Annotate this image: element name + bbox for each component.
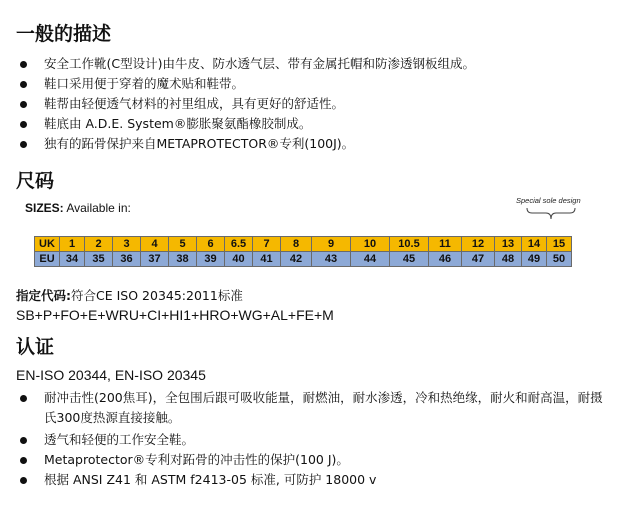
uk-size-cell: 11 — [429, 237, 462, 252]
spec-codes: SB+P+FO+E+WRU+CI+HI1+HRO+WG+AL+FE+M — [16, 307, 334, 323]
eu-size-row — [35, 252, 572, 267]
certification-item: 耐冲击性(200焦耳)，全包围后跟可吸收能量，耐燃油，耐水渗透，冷和热绝缘，耐火和耐高温，耐摄氏300度热源直接接触。 — [16, 388, 604, 428]
uk-size-cell: 6 — [197, 237, 225, 252]
sizes-available-label — [25, 201, 131, 215]
general-item: 鞋底由 A.D.E. System®膨胀聚氨酯橡胶制成。 — [16, 114, 475, 134]
certification-item: Metaprotector®专利对跖骨的冲击性的保护(100 J)。 — [16, 450, 604, 470]
eu-size-cell: 47 — [462, 252, 495, 267]
uk-size-cell: 12 — [462, 237, 495, 252]
uk-size-cell: 7 — [253, 237, 281, 252]
eu-size-cell: 41 — [253, 252, 281, 267]
eu-size-cell: 34 — [60, 252, 85, 267]
certification-list — [16, 388, 604, 490]
uk-size-cell: 1 — [60, 237, 85, 252]
uk-size-cell: 10 — [351, 237, 390, 252]
general-description-list — [16, 54, 475, 154]
spec-code-value: 符合CE ISO 20345:2011标准 — [71, 288, 243, 303]
uk-size-cell: 4 — [141, 237, 169, 252]
sizes-label-rest: Available in: — [63, 201, 131, 215]
special-sole-brace — [526, 207, 576, 221]
eu-size-cell: 50 — [547, 252, 572, 267]
uk-size-cell: 15 — [547, 237, 572, 252]
uk-size-cell: 13 — [495, 237, 522, 252]
eu-size-cell: 44 — [351, 252, 390, 267]
uk-size-cell: 5 — [169, 237, 197, 252]
eu-size-cell: 43 — [312, 252, 351, 267]
eu-size-cell: 48 — [495, 252, 522, 267]
eu-size-cell: 37 — [141, 252, 169, 267]
certification-item: 根据 ANSI Z41 和 ASTM f2413-05 标准, 可防护 18000 v — [16, 470, 604, 490]
uk-size-row — [35, 237, 572, 252]
uk-size-cell: 14 — [522, 237, 547, 252]
eu-size-cell: 40 — [225, 252, 253, 267]
spec-code-label: 指定代码: — [16, 288, 71, 303]
uk-size-cell: 9 — [312, 237, 351, 252]
eu-size-cell: 46 — [429, 252, 462, 267]
general-item: 鞋口采用便于穿着的魔术贴和鞋带。 — [16, 74, 475, 94]
general-description-title: 一般的描述 — [16, 23, 112, 45]
eu-size-cell: 39 — [197, 252, 225, 267]
spec-code-line — [16, 286, 243, 304]
sizes-label-bold: SIZES: — [25, 201, 64, 215]
eu-size-cell: 42 — [281, 252, 312, 267]
general-item: 安全工作靴(C型设计)由牛皮、防水透气层、带有金属托帽和防渗透钢板组成。 — [16, 54, 475, 74]
special-sole-note: Special sole design — [516, 196, 581, 205]
general-item: 独有的跖骨保护来自METAPROTECTOR®专利(100J)。 — [16, 134, 475, 154]
uk-size-cell: 2 — [85, 237, 113, 252]
uk-size-cell: 8 — [281, 237, 312, 252]
eu-size-cell: 45 — [390, 252, 429, 267]
eu-size-cell: 38 — [169, 252, 197, 267]
uk-size-cell: 6.5 — [225, 237, 253, 252]
certification-standards: EN-ISO 20344, EN-ISO 20345 — [16, 367, 206, 383]
eu-size-cell: 49 — [522, 252, 547, 267]
certification-item: 透气和轻便的工作安全鞋。 — [16, 430, 604, 450]
certification-title: 认证 — [16, 336, 55, 358]
uk-size-cell: 3 — [113, 237, 141, 252]
general-item: 鞋帮由轻便透气材料的衬里组成，具有更好的舒适性。 — [16, 94, 475, 114]
size-title: 尺码 — [16, 170, 55, 192]
eu-header: EU — [35, 252, 60, 267]
uk-header: UK — [35, 237, 60, 252]
size-table — [34, 236, 572, 267]
eu-size-cell: 35 — [85, 252, 113, 267]
uk-size-cell: 10.5 — [390, 237, 429, 252]
eu-size-cell: 36 — [113, 252, 141, 267]
